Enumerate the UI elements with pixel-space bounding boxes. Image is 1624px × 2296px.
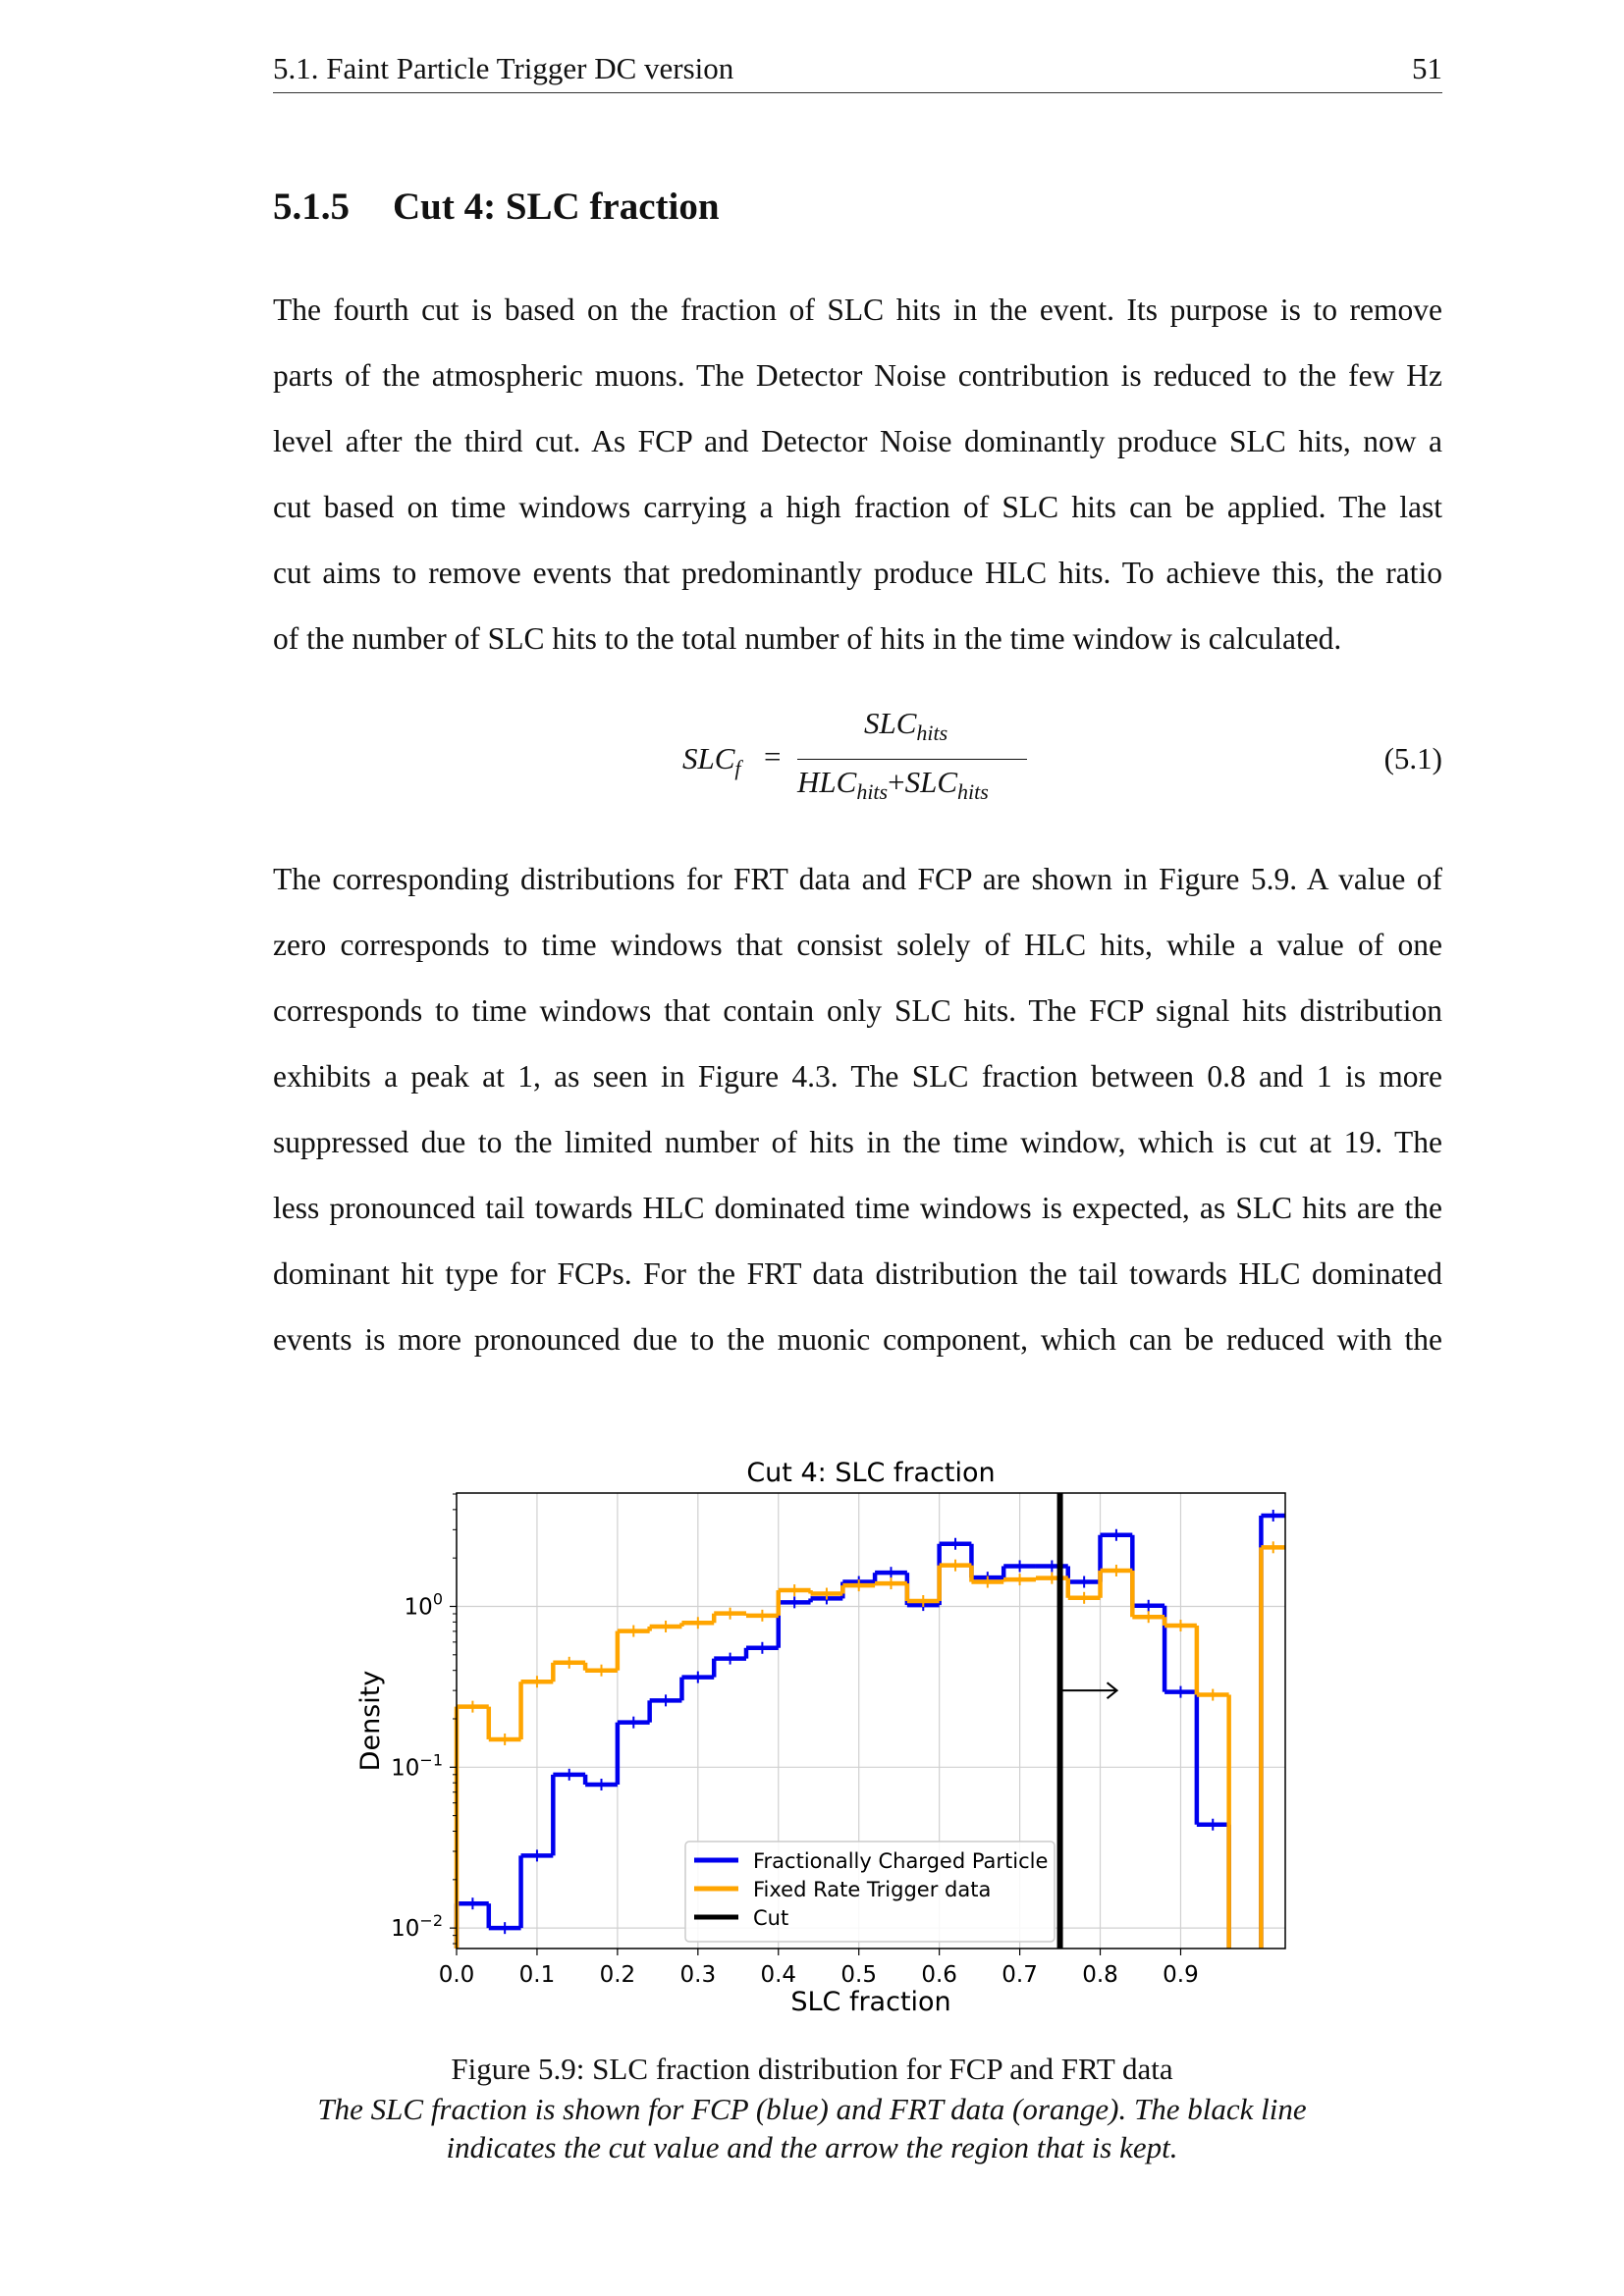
chart-title: Cut 4: SLC fraction bbox=[746, 1458, 996, 1488]
text-line: suppressed due to the limited number of hits in the time window, which is cut at 19. The bbox=[273, 1125, 1442, 1159]
text-line: The fourth cut is based on the fraction of SLC hits in the event. Its purpose is to remove bbox=[273, 293, 1442, 327]
eq-plus: + bbox=[888, 765, 905, 799]
text-line: less pronounced tail towards HLC dominated time windows is expected, as SLC hits are the bbox=[273, 1191, 1442, 1225]
text-line: zero corresponds to time windows that consist solely of HLC hits, while a value of one bbox=[273, 928, 1442, 962]
equation-number: (5.1) bbox=[1383, 741, 1442, 775]
eq-numerator: SLC bbox=[864, 706, 917, 740]
section-number: 5.1.5 bbox=[273, 186, 350, 228]
text-line: cut aims to remove events that predominantly produce HLC hits. To achieve this, the ratio bbox=[273, 556, 1442, 590]
figure-caption-line-2: indicates the cut value and the arrow the region that is kept. bbox=[446, 2130, 1178, 2164]
slc-fraction-chart bbox=[0, 1414, 1624, 2042]
eq-den-slc: SLC bbox=[904, 765, 958, 799]
x-tick-label: 0.8 bbox=[1082, 1962, 1118, 1988]
y-tick-label bbox=[391, 1911, 443, 1942]
eq-lhs: SLC bbox=[682, 741, 735, 775]
y-tick-base: 10 bbox=[391, 1755, 420, 1782]
section-title: Cut 4: SLC fraction bbox=[393, 186, 720, 228]
x-tick-label: 0.9 bbox=[1163, 1962, 1199, 1988]
text-line: level after the third cut. As FCP and Detector Noise dominantly produce SLC hits, now a bbox=[273, 424, 1442, 458]
y-tick-base: 10 bbox=[391, 1916, 420, 1943]
x-axis-label: SLC fraction bbox=[790, 1987, 951, 2017]
figure-caption-title: Figure 5.9: SLC fraction distribution for FCP and FRT data bbox=[451, 2052, 1173, 2086]
eq-lhs-sub: f bbox=[734, 756, 741, 781]
text-line: dominant hit type for FCPs. For the FRT data distribution the tail towards HLC dominated bbox=[273, 1256, 1442, 1291]
y-axis-label: Density bbox=[355, 1670, 386, 1772]
y-tick-base: 10 bbox=[404, 1594, 433, 1621]
y-tick-label bbox=[391, 1750, 443, 1781]
legend-label-frt: Fixed Rate Trigger data bbox=[753, 1878, 992, 1901]
text-line: events is more pronounced due to the muonic component, which can be reduced with the bbox=[273, 1322, 1442, 1357]
section-heading bbox=[273, 185, 720, 229]
text-line: parts of the atmospheric muons. The Detector Noise contribution is reduced to the few Hz bbox=[273, 358, 1442, 393]
y-tick-exponent: −1 bbox=[419, 1750, 443, 1770]
x-tick-label: 0.3 bbox=[679, 1962, 717, 1988]
y-tick-label bbox=[405, 1589, 443, 1620]
legend-label-fcp: Fractionally Charged Particle bbox=[753, 1849, 1049, 1873]
y-tick-exponent: 0 bbox=[432, 1589, 443, 1609]
paragraph-2 bbox=[273, 860, 1442, 1386]
x-tick-label: 0.7 bbox=[1001, 1962, 1038, 1988]
fraction-bar bbox=[797, 759, 1027, 760]
page-number: 51 bbox=[1412, 51, 1442, 85]
paragraph-1 bbox=[273, 291, 1442, 685]
eq-equals: = bbox=[764, 739, 782, 774]
text-line: of the number of SLC hits to the total number of hits in the time window is calculated. bbox=[273, 621, 1342, 656]
eq-den-slc-sub: hits bbox=[957, 779, 989, 805]
x-tick-label: 0.0 bbox=[438, 1962, 475, 1988]
x-tick-label: 0.5 bbox=[840, 1962, 877, 1988]
figure-caption-line-1: The SLC fraction is shown for FCP (blue) and FRT data (orange). The black line bbox=[317, 2092, 1307, 2126]
eq-numerator-sub: hits bbox=[916, 721, 948, 746]
text-line: The corresponding distributions for FRT data and FCP are shown in Figure 5.9. A value of bbox=[273, 862, 1442, 896]
text-line: exhibits a peak at 1, as seen in Figure 4.3. The SLC fraction between 0.8 and 1 is more bbox=[273, 1059, 1442, 1094]
eq-den-hlc: HLC bbox=[797, 765, 857, 799]
x-tick-label: 0.6 bbox=[921, 1962, 957, 1988]
x-tick-label: 0.2 bbox=[599, 1962, 636, 1988]
x-tick-label: 0.4 bbox=[760, 1962, 797, 1988]
eq-den-hlc-sub: hits bbox=[856, 779, 889, 805]
running-header bbox=[273, 51, 1442, 93]
header-chapter: 5.1. Faint Particle Trigger DC version bbox=[273, 51, 734, 85]
text-line: cut based on time windows carrying a high fraction of SLC hits can be applied. The last bbox=[273, 490, 1442, 524]
legend bbox=[685, 1842, 1055, 1942]
y-tick-exponent: −2 bbox=[419, 1911, 443, 1931]
x-tick-label: 0.1 bbox=[518, 1962, 556, 1988]
text-line: corresponds to time windows that contain only SLC hits. The FCP signal hits distribution bbox=[273, 993, 1442, 1028]
legend-label-cut: Cut bbox=[753, 1906, 789, 1930]
